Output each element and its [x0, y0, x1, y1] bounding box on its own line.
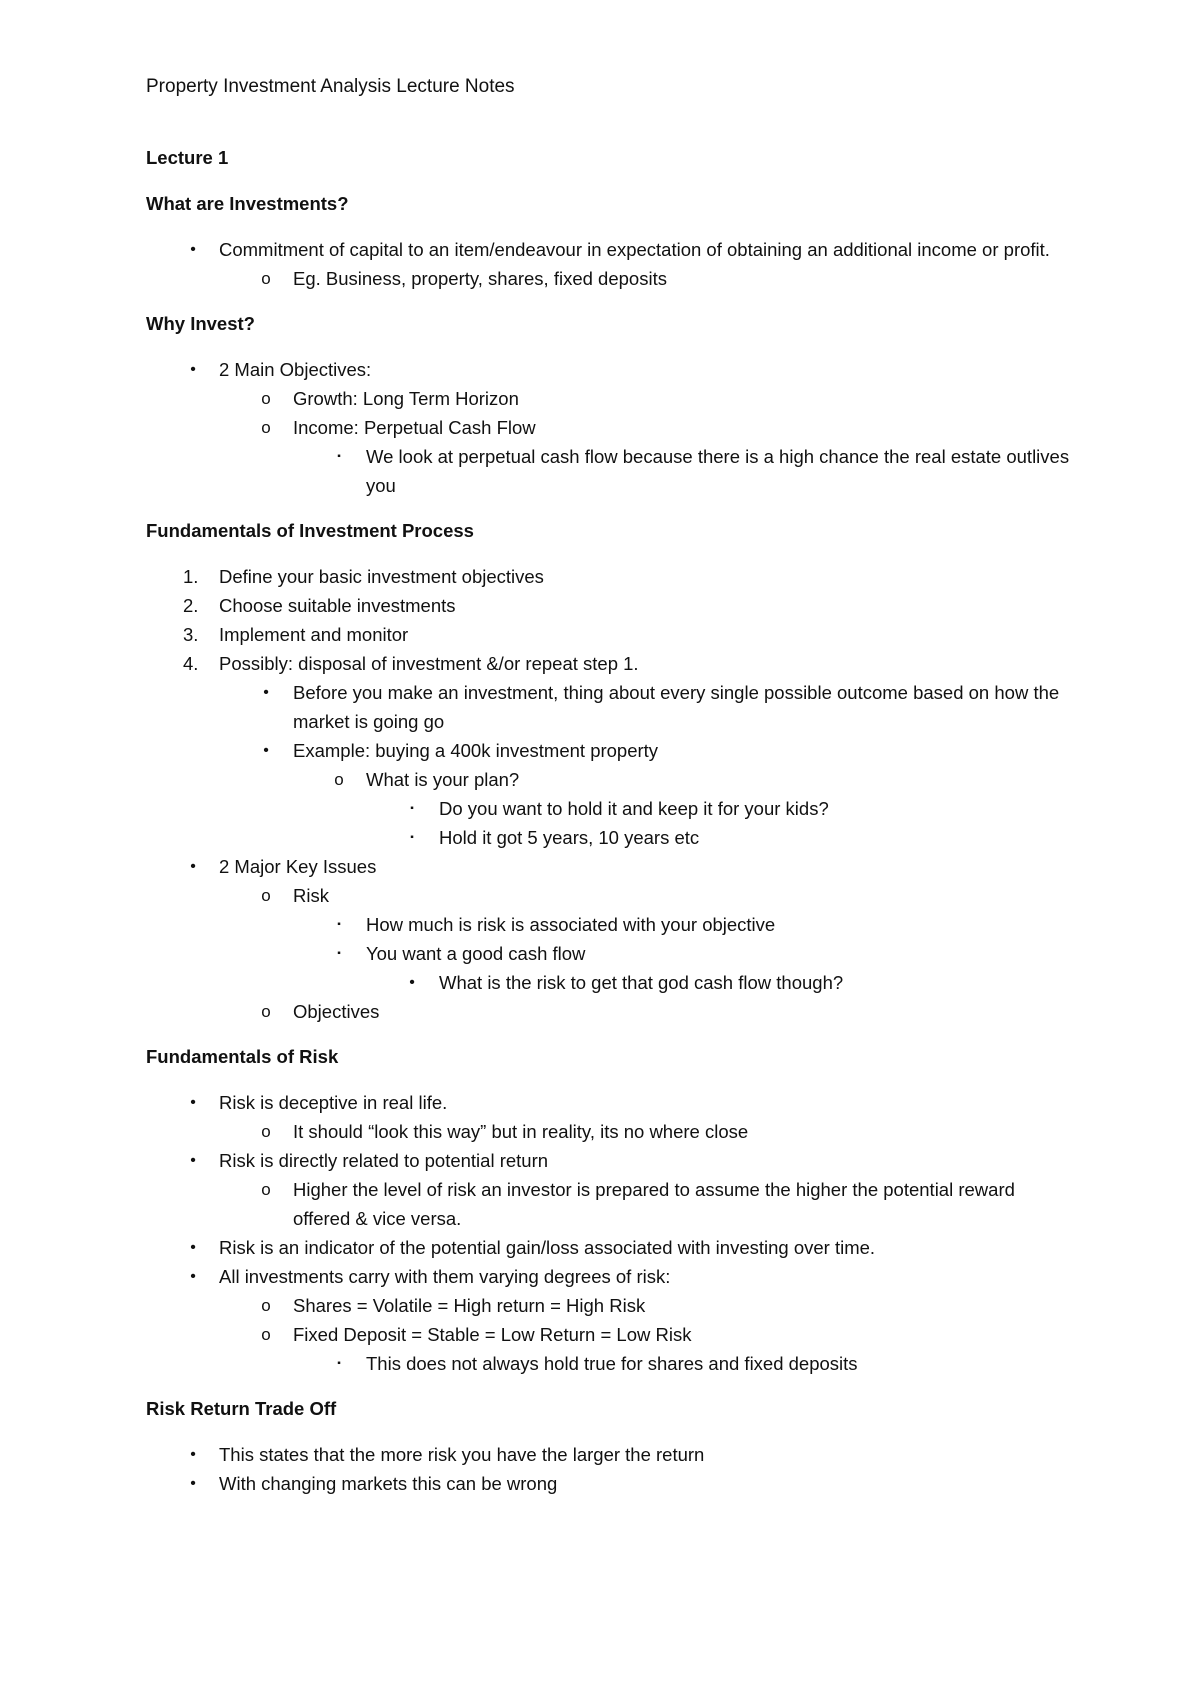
list-item-text: Growth: Long Term Horizon [293, 388, 519, 409]
bullet-circle-icon: o [261, 1002, 271, 1021]
list-item-text: Risk is directly related to potential return [219, 1150, 549, 1171]
list-item [146, 1349, 1076, 1378]
list-item [146, 235, 1076, 264]
list-item [146, 1291, 1076, 1320]
list-item-text: Shares = Volatile = High return = High Risk [293, 1295, 646, 1316]
list-item-text: Choose suitable investments [219, 595, 456, 616]
list-item-text: Do you want to hold it and keep it for your kids? [439, 798, 829, 819]
list-item-text: 2 Main Objectives: [219, 359, 372, 380]
list-number: 4. [183, 653, 199, 674]
list-item [146, 1440, 1076, 1469]
list-item-text: Risk [293, 885, 329, 906]
list-item [146, 997, 1076, 1026]
document-title: Property Investment Analysis Lecture Notes [146, 76, 515, 97]
bullet-circle-icon: o [261, 389, 271, 408]
list-number: 2. [183, 595, 199, 616]
list-item [146, 355, 1076, 384]
bullet-square-icon: ▪ [337, 948, 341, 959]
list-item [146, 384, 1076, 413]
list-item-text: Before you make an investment, thing about every single possible outcome based on how the market is going go [293, 682, 1060, 732]
bullet-dot-icon: • [409, 974, 415, 991]
list-item [146, 1088, 1076, 1117]
list-item [146, 968, 1076, 997]
list-item [146, 736, 1076, 765]
list-item-text: Risk is an indicator of the potential gain/loss associated with investing over time. [219, 1237, 876, 1258]
section-heading-investment-process: Fundamentals of Investment Process [146, 520, 474, 541]
list-item-text: Define your basic investment objectives [219, 566, 544, 587]
section-risk-return-trade-off [146, 1440, 1076, 1498]
bullet-circle-icon: o [261, 1325, 271, 1344]
list-item-text: Example: buying a 400k investment property [293, 740, 659, 761]
list-item-text: Commitment of capital to an item/endeavour in expectation of obtaining an additional income or profit. [219, 239, 1050, 260]
bullet-dot-icon: • [190, 241, 196, 258]
bullet-square-icon: ▪ [410, 832, 414, 843]
list-item [146, 765, 1076, 794]
bullet-dot-icon: • [190, 1239, 196, 1256]
list-item-text: We look at perpetual cash flow because there is a high chance the real estate outlives you [366, 446, 1070, 496]
list-item [146, 823, 1076, 852]
bullet-dot-icon: • [190, 1446, 196, 1463]
bullet-dot-icon: • [190, 1268, 196, 1285]
list-item-text: All investments carry with them varying degrees of risk: [219, 1266, 671, 1287]
bullet-dot-icon: • [190, 1475, 196, 1492]
section-fundamentals-of-risk [146, 1088, 1076, 1378]
section-investment-process [146, 562, 1076, 1026]
list-item [146, 1175, 1076, 1233]
bullet-dot-icon: • [190, 858, 196, 875]
list-item [146, 1233, 1076, 1262]
bullet-circle-icon: o [334, 770, 344, 789]
list-item [146, 852, 1076, 881]
bullet-square-icon: ▪ [337, 451, 341, 462]
bullet-square-icon: ▪ [410, 803, 414, 814]
numbered-item [146, 562, 1076, 591]
list-item [146, 1469, 1076, 1498]
list-item [146, 794, 1076, 823]
list-item-text: Higher the level of risk an investor is prepared to assume the higher the potential reward offered & vice versa. [293, 1179, 1015, 1229]
list-item-text: You want a good cash flow [366, 943, 586, 964]
bullet-circle-icon: o [261, 1122, 271, 1141]
bullet-circle-icon: o [261, 886, 271, 905]
section-heading-what-are-investments: What are Investments? [146, 193, 349, 214]
list-item-text: Eg. Business, property, shares, fixed deposits [293, 268, 667, 289]
list-item-text: Hold it got 5 years, 10 years etc [439, 827, 700, 848]
list-item-text: 2 Major Key Issues [219, 856, 377, 877]
section-heading-risk-return-trade-off: Risk Return Trade Off [146, 1398, 337, 1419]
list-item-text: Fixed Deposit = Stable = Low Return = Low Risk [293, 1324, 692, 1345]
list-item [146, 264, 1076, 293]
bullet-circle-icon: o [261, 269, 271, 288]
bullet-circle-icon: o [261, 1180, 271, 1199]
section-heading-fundamentals-of-risk: Fundamentals of Risk [146, 1046, 339, 1067]
list-item [146, 1320, 1076, 1349]
list-item-text: With changing markets this can be wrong [219, 1473, 558, 1494]
list-item-text: What is the risk to get that god cash flow though? [439, 972, 844, 993]
lecture-heading: Lecture 1 [146, 147, 229, 168]
section-heading-why-invest: Why Invest? [146, 313, 255, 334]
list-item-text: What is your plan? [366, 769, 520, 790]
list-number: 3. [183, 624, 199, 645]
list-item-text: Objectives [293, 1001, 380, 1022]
section-why-invest [146, 355, 1076, 500]
list-item [146, 1146, 1076, 1175]
list-item-text: How much is risk is associated with your objective [366, 914, 776, 935]
list-item-text: Risk is deceptive in real life. [219, 1092, 448, 1113]
bullet-dot-icon: • [263, 742, 269, 759]
bullet-dot-icon: • [190, 1094, 196, 1111]
bullet-dot-icon: • [190, 361, 196, 378]
list-item-text: This does not always hold true for shares and fixed deposits [366, 1353, 858, 1374]
section-what-are-investments [146, 235, 1076, 293]
list-number: 1. [183, 566, 199, 587]
bullet-circle-icon: o [261, 418, 271, 437]
list-item-text: Implement and monitor [219, 624, 409, 645]
list-item-text: This states that the more risk you have the larger the return [219, 1444, 705, 1465]
list-item [146, 939, 1076, 968]
numbered-item [146, 620, 1076, 649]
bullet-circle-icon: o [261, 1296, 271, 1315]
list-item [146, 1262, 1076, 1291]
list-item [146, 413, 1076, 442]
numbered-item [146, 591, 1076, 620]
list-item-text: Possibly: disposal of investment &/or repeat step 1. [219, 653, 639, 674]
list-item [146, 910, 1076, 939]
numbered-item [146, 649, 1076, 678]
bullet-square-icon: ▪ [337, 919, 341, 930]
list-item [146, 1117, 1076, 1146]
bullet-dot-icon: • [190, 1152, 196, 1169]
list-item-text: Income: Perpetual Cash Flow [293, 417, 536, 438]
document-body [146, 72, 1076, 1514]
bullet-square-icon: ▪ [337, 1358, 341, 1369]
list-item [146, 442, 1076, 500]
list-item-text: It should “look this way” but in reality, its no where close [293, 1121, 749, 1142]
list-item [146, 678, 1076, 736]
list-item [146, 881, 1076, 910]
bullet-dot-icon: • [263, 684, 269, 701]
